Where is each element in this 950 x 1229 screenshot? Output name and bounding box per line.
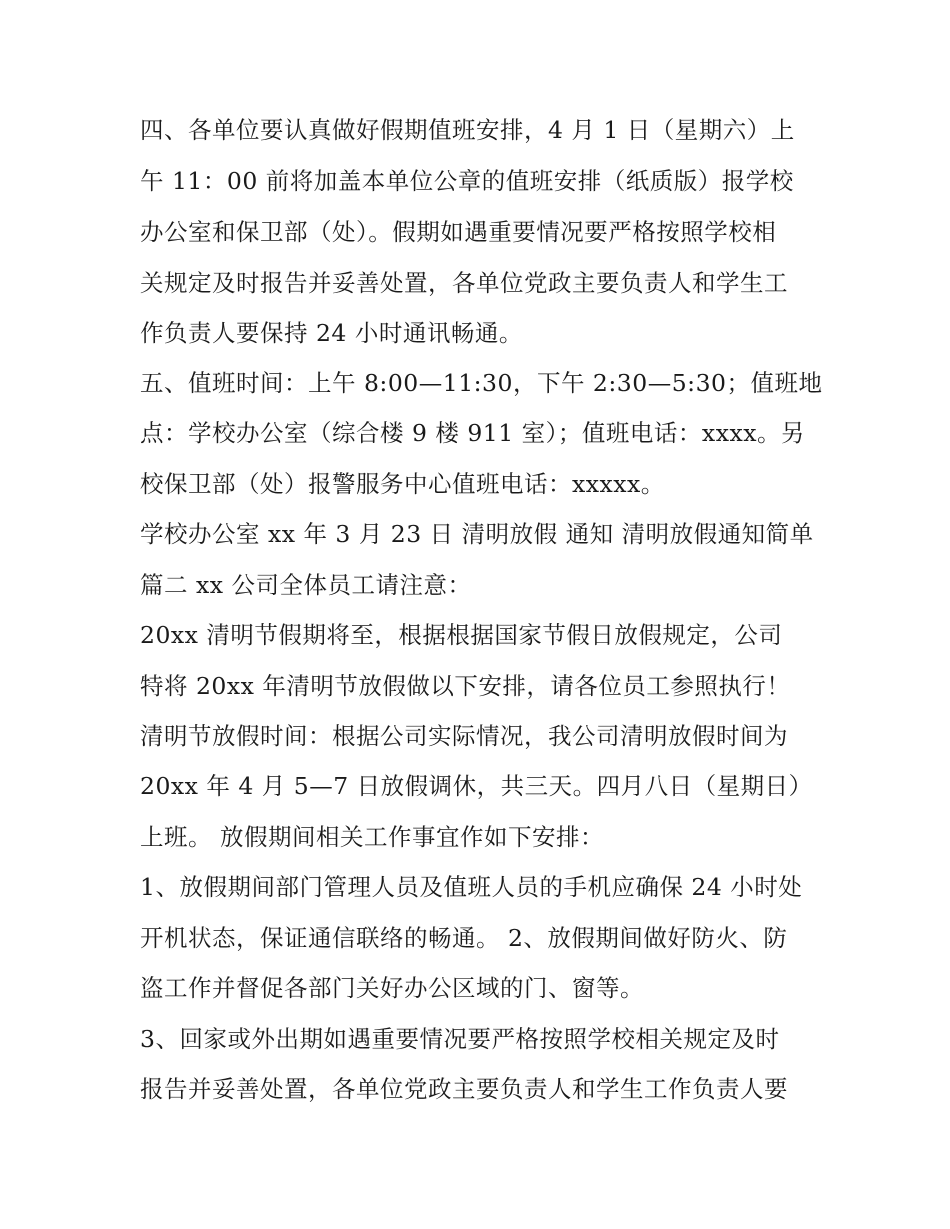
text-line: 20xx 年 4 月 5—7 日放假调休，共三天。四月八日（星期日） <box>140 772 813 800</box>
text-line: 篇二 xx 公司全体员工请注意： <box>140 571 472 599</box>
text-line: 五、值班时间：上午 8:00—11:30，下午 2:30—5:30；值班地 <box>140 369 823 397</box>
text-line: 3、回家或外出期如遇重要情况要严格按照学校相关规定及时 <box>140 1025 780 1053</box>
text-line: 四、各单位要认真做好假期值班安排，4 月 1 日（星期六）上 <box>140 116 795 144</box>
text-line: 盗工作并督促各部门关好办公区域的门、窗等。 <box>140 974 644 1002</box>
text-line: 学校办公室 xx 年 3 月 23 日 清明放假 通知 清明放假通知简单 <box>140 520 814 548</box>
text-line: 关规定及时报告并妥善处置，各单位党政主要负责人和学生工 <box>140 269 788 297</box>
text-line: 午 11：00 前将加盖本单位公章的值班安排（纸质版）报学校 <box>140 167 794 195</box>
text-line: 特将 20xx 年清明节放假做以下安排，请各位员工参照执行！ <box>140 672 791 700</box>
text-line: 20xx 清明节假期将至，根据根据国家节假日放假规定，公司 <box>140 621 783 649</box>
text-line: 开机状态，保证通信联络的畅通。 2、放假期间做好防火、防 <box>140 924 788 952</box>
text-line: 办公室和保卫部（处）。假期如遇重要情况要严格按照学校相 <box>140 218 777 246</box>
text-line: 作负责人要保持 24 小时通讯畅通。 <box>140 319 523 347</box>
text-line: 清明节放假时间：根据公司实际情况，我公司清明放假时间为 <box>140 722 788 750</box>
text-line: 报告并妥善处置，各单位党政主要负责人和学生工作负责人要 <box>140 1075 788 1103</box>
text-line: 上班。 放假期间相关工作事宜作如下安排： <box>140 823 604 851</box>
text-line: 点：学校办公室（综合楼 9 楼 911 室）；值班电话：xxxx。另 <box>140 419 805 447</box>
text-line: 校保卫部（处）报警服务中心值班电话：xxxxx。 <box>140 470 665 498</box>
text-line: 1、放假期间部门管理人员及值班人员的手机应确保 24 小时处 <box>140 873 803 901</box>
